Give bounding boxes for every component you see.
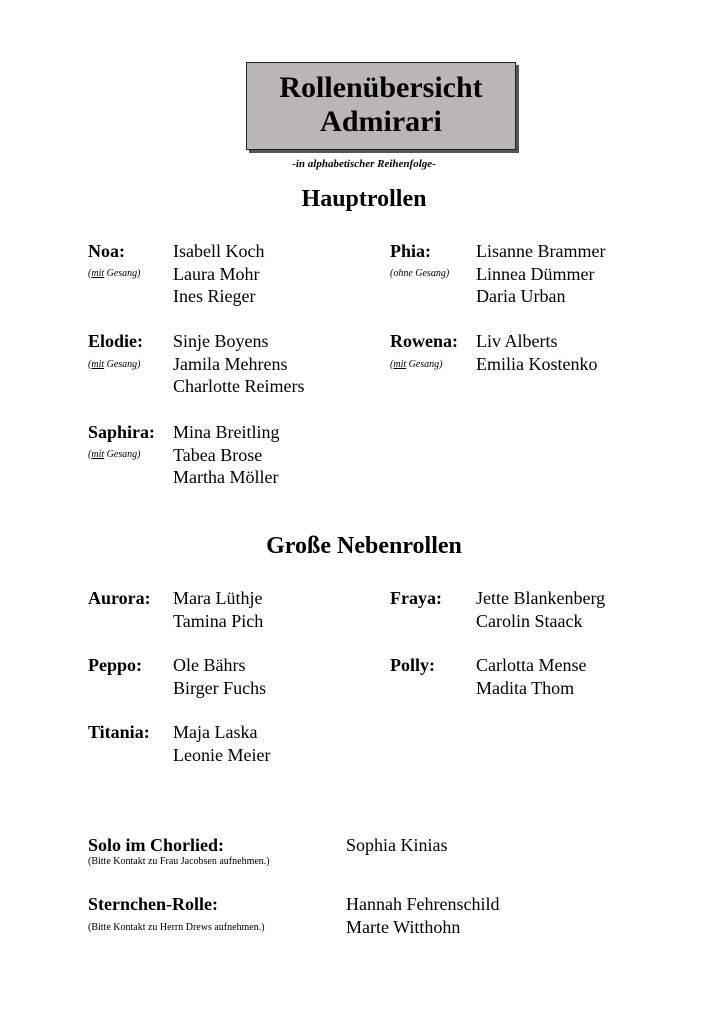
cast-name: Mina Breitling — [173, 422, 280, 442]
cast-name: Liv Alberts — [476, 331, 558, 351]
subtitle: -in alphabetischer Reihenfolge- — [292, 158, 436, 170]
cast-name: Jette Blankenberg — [476, 588, 606, 608]
cast-name: Isabell Koch — [173, 241, 265, 261]
cast-name: Sinje Boyens — [173, 331, 269, 351]
role-aurora: Aurora: — [88, 588, 151, 608]
cast-name: Carolin Staack — [476, 610, 583, 631]
title-line-1: Rollenübersicht — [279, 71, 483, 104]
role-titania: Titania: — [88, 722, 150, 742]
role-noa: Noa: — [88, 241, 125, 261]
role-phia: Phia: — [390, 241, 432, 261]
cast-name: Tamina Pich — [173, 610, 264, 631]
role-elodie: Elodie: — [88, 331, 144, 351]
cast-name: Linnea Dümmer — [476, 263, 595, 284]
cast-name: Maja Laska — [173, 722, 258, 742]
names-peppo — [173, 654, 266, 699]
cast-name: Tabea Brose — [173, 444, 263, 465]
cast-name: Martha Möller — [173, 467, 279, 487]
names-fraya — [476, 587, 605, 632]
role-fraya: Fraya: — [390, 588, 442, 608]
role-sternchen: Sternchen-Rolle: — [88, 894, 218, 914]
cast-name: Mara Lüthje — [173, 588, 263, 608]
note-noa: (mit Gesang) — [88, 268, 141, 279]
names-polly — [476, 654, 586, 699]
names-saphira — [173, 421, 280, 489]
cast-name: Hannah Fehrenschild — [346, 894, 500, 914]
cast-name: Daria Urban — [476, 286, 566, 306]
cast-name: Charlotte Reimers — [173, 376, 305, 396]
cast-name: Birger Fuchs — [173, 677, 267, 698]
note-phia: (ohne Gesang) — [390, 268, 450, 279]
note-solo: (Bitte Kontakt zu Frau Jacobsen aufnehmen.) — [88, 856, 270, 867]
names-aurora — [173, 587, 263, 632]
cast-name: Marte Witthohn — [346, 916, 461, 937]
names-phia — [476, 240, 605, 308]
names-solo — [346, 834, 448, 857]
cast-name: Jamila Mehrens — [173, 353, 288, 374]
cast-name: Ole Bährs — [173, 655, 246, 675]
names-sternchen — [346, 893, 499, 938]
names-noa — [173, 240, 264, 308]
role-peppo: Peppo: — [88, 655, 142, 675]
cast-name: Ines Rieger — [173, 286, 256, 306]
names-titania — [173, 721, 270, 766]
role-saphira: Saphira: — [88, 422, 156, 442]
names-rowena — [476, 330, 597, 375]
cast-name: Carlotta Mense — [476, 655, 587, 675]
role-rowena: Rowena: — [390, 331, 458, 351]
title-box — [246, 62, 516, 150]
cast-name: Lisanne Brammer — [476, 241, 606, 261]
cast-name: Leonie Meier — [173, 744, 271, 765]
role-polly: Polly: — [390, 655, 435, 675]
cast-name: Laura Mohr — [173, 263, 260, 284]
section-heading-hauptrollen: Hauptrollen — [301, 186, 427, 212]
note-saphira: (mit Gesang) — [88, 449, 141, 460]
note-rowena: (mit Gesang) — [390, 359, 443, 370]
role-solo: Solo im Chorlied: — [88, 835, 225, 855]
section-heading-nebenrollen: Große Nebenrollen — [266, 533, 462, 559]
names-elodie — [173, 330, 304, 398]
cast-name: Madita Thom — [476, 677, 575, 698]
cast-name: Emilia Kostenko — [476, 353, 598, 374]
cast-name: Sophia Kinias — [346, 835, 448, 855]
note-elodie: (mit Gesang) — [88, 359, 141, 370]
title-line-2: Admirari — [320, 105, 442, 138]
note-sternchen: (Bitte Kontakt zu Herrn Drews aufnehmen.) — [88, 922, 265, 933]
